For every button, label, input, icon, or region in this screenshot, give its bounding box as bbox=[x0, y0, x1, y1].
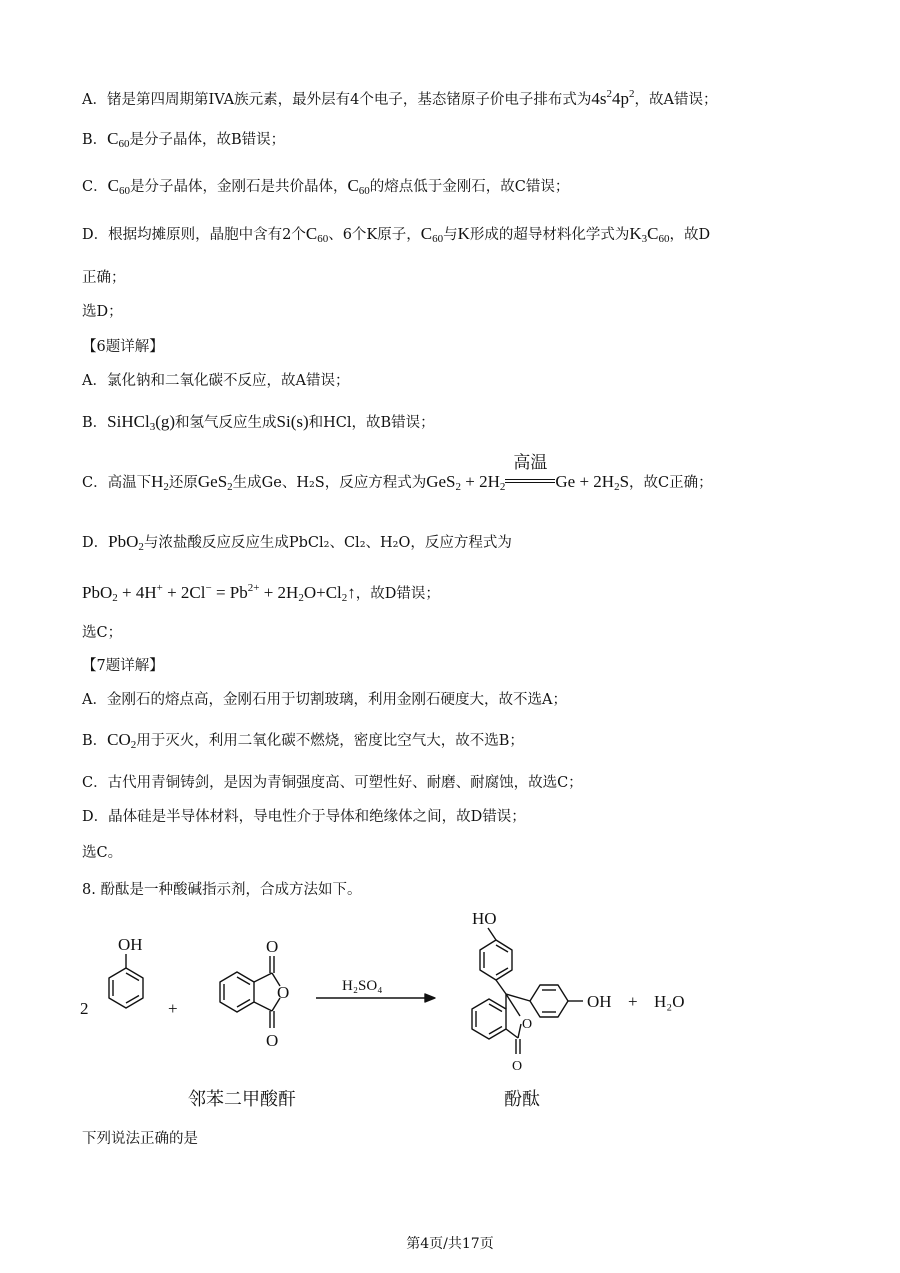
oxygen-label: O bbox=[266, 937, 279, 956]
text: 下列说法正确的是 bbox=[82, 1131, 198, 1147]
anhydride-caption: 邻苯二甲酸酐 bbox=[188, 1089, 296, 1110]
formula-c60: $C_{60}$ bbox=[107, 129, 130, 150]
phenolphthalein-structure bbox=[472, 928, 583, 1054]
oxygen-label: O bbox=[277, 983, 290, 1002]
formula-k: K bbox=[457, 224, 470, 243]
text: ，故C正确； bbox=[629, 475, 713, 491]
text: 和氢气反应生成 bbox=[175, 415, 277, 431]
answer-choice-7 bbox=[82, 843, 122, 863]
question-8-stem bbox=[82, 880, 361, 900]
text: C．古代用青铜铸剑，是因为青铜强度高、可塑性好、耐磨、耐腐蚀，故选C； bbox=[82, 775, 583, 791]
oxygen-label: O bbox=[512, 1059, 523, 1074]
text: 和HCl，故B错误； bbox=[308, 415, 435, 431]
phthalic-anhydride-structure bbox=[220, 956, 280, 1028]
answer-choice-6 bbox=[82, 623, 122, 643]
answer-line-5c bbox=[82, 176, 569, 201]
condition-text: 高温 bbox=[513, 453, 548, 472]
text: 还原 bbox=[168, 475, 198, 491]
text: 选C； bbox=[82, 625, 123, 641]
answer-line-7d bbox=[82, 807, 526, 827]
text: 【7题详解】 bbox=[82, 658, 164, 674]
coefficient: 2 bbox=[80, 999, 89, 1018]
text: 、6个K原子， bbox=[328, 227, 421, 243]
text: ，故D错误； bbox=[355, 586, 440, 602]
answer-choice-5 bbox=[82, 302, 123, 322]
text: C．高温下 bbox=[82, 475, 152, 491]
text: A．锗是第四周期第IVA族元素，最外层有4个电子，基态锗原子价电子排布式为 bbox=[82, 92, 592, 108]
formula-k3c60: $K_3C_{60}$ bbox=[629, 224, 670, 245]
formula-c60: $C_{60}$ bbox=[107, 176, 130, 197]
plus-sign: + bbox=[628, 992, 638, 1011]
formula-h2: $H_2$ bbox=[151, 472, 169, 493]
text: ，故A错误； bbox=[634, 92, 718, 108]
text: C． bbox=[82, 179, 108, 195]
text: 生成Ge、H₂S，反应方程式为 bbox=[232, 475, 427, 491]
text: D． bbox=[82, 535, 109, 551]
text: A．金刚石的熔点高，金刚石用于切割玻璃，利用金刚石硬度大，故不选A； bbox=[82, 692, 567, 708]
formula-ges2: GeS$_2$ bbox=[197, 472, 233, 493]
reaction-condition bbox=[505, 453, 555, 487]
answer-line-7c bbox=[82, 773, 583, 793]
page-number: 第4页/共17页 bbox=[406, 1236, 494, 1252]
answer-line-6a bbox=[82, 371, 349, 391]
hydroxyl-label: HO bbox=[472, 910, 497, 928]
plus-sign: + bbox=[168, 999, 178, 1018]
text: 【6题详解】 bbox=[82, 339, 164, 355]
text: 是分子晶体，金刚石是共价晶体， bbox=[129, 179, 348, 195]
answer-line-6c bbox=[82, 453, 713, 497]
text: 是分子晶体，故B错误； bbox=[129, 132, 286, 148]
phenolphthalein-synthesis-scheme bbox=[80, 910, 740, 1115]
formula-co2: $CO_2$ bbox=[107, 730, 137, 751]
water-label: H₂O bbox=[654, 992, 685, 1011]
answer-line-7a bbox=[82, 690, 567, 710]
text: 8. 酚酞是一种酸碱指示剂，合成方法如下。 bbox=[82, 882, 362, 898]
answer-line-6b bbox=[82, 412, 435, 437]
answer-line-6d bbox=[82, 532, 512, 557]
product-caption: 酚酞 bbox=[504, 1089, 540, 1110]
section-heading-7 bbox=[82, 656, 164, 676]
formula-pbo2: PbO$_2$ bbox=[108, 532, 144, 553]
formula-c60: $C_{60}$ bbox=[305, 224, 329, 245]
answer-line-5d bbox=[82, 224, 710, 249]
text: 与 bbox=[443, 227, 458, 243]
text: ，故D bbox=[669, 227, 711, 243]
formula-c60: $C_{60}$ bbox=[420, 224, 444, 245]
text: A．氯化钠和二氧化碳不反应，故A错误； bbox=[82, 373, 350, 389]
formula-ge-config: $4s^24p^2$ bbox=[591, 88, 635, 108]
oxygen-label: O bbox=[522, 1017, 533, 1032]
answer-line-6e bbox=[82, 578, 440, 608]
formula-c60: $C_{60}$ bbox=[347, 176, 370, 197]
answer-line-5e bbox=[82, 268, 126, 288]
text: 形成的超导材料化学式为 bbox=[469, 227, 630, 243]
text: 与浓盐酸反应反应生成PbCl₂、Cl₂、H₂O，反应方程式为 bbox=[143, 535, 512, 551]
section-heading-6 bbox=[82, 337, 164, 357]
oxygen-label: O bbox=[266, 1031, 279, 1050]
reaction-equation: $GeS_2 + 2H_2$ 高温 $Ge + 2H_2S$ bbox=[426, 453, 630, 493]
formula-si: Si(s) bbox=[276, 412, 309, 431]
reaction-arrow bbox=[316, 994, 435, 1002]
question-8-prompt bbox=[82, 1129, 198, 1149]
text: 正确； bbox=[82, 270, 126, 286]
reaction-equation: $PbO_2 + 4H^+ + 2Cl^- = Pb^{2+}$ + $2H_2O+Cl_2↑$ bbox=[82, 582, 356, 604]
phenol-oh-label: OH bbox=[118, 935, 143, 954]
answer-line-5b bbox=[82, 129, 285, 154]
text: 用于灭火，利用二氧化碳不燃烧，密度比空气大，故不选B； bbox=[136, 733, 524, 749]
text: 选C。 bbox=[82, 845, 123, 861]
formula-sihcl3: SiHCl$_3$(g) bbox=[107, 412, 176, 433]
text: 的熔点低于金刚石，故C错误； bbox=[369, 179, 570, 195]
answer-line-7b bbox=[82, 730, 524, 755]
text: B． bbox=[82, 733, 108, 749]
phenol-structure bbox=[109, 954, 143, 1008]
text: B． bbox=[82, 415, 108, 431]
text: 选D； bbox=[82, 304, 123, 320]
text: B． bbox=[82, 132, 108, 148]
text: D．晶体硅是半导体材料，导电性介于导体和绝缘体之间，故D错误； bbox=[82, 809, 526, 825]
answer-line-5a bbox=[82, 84, 718, 110]
hydroxyl-label: OH bbox=[587, 992, 612, 1011]
reagent-label: H₂SO₄ bbox=[342, 978, 383, 994]
text: D．根据均摊原则，晶胞中含有2个 bbox=[82, 227, 306, 243]
